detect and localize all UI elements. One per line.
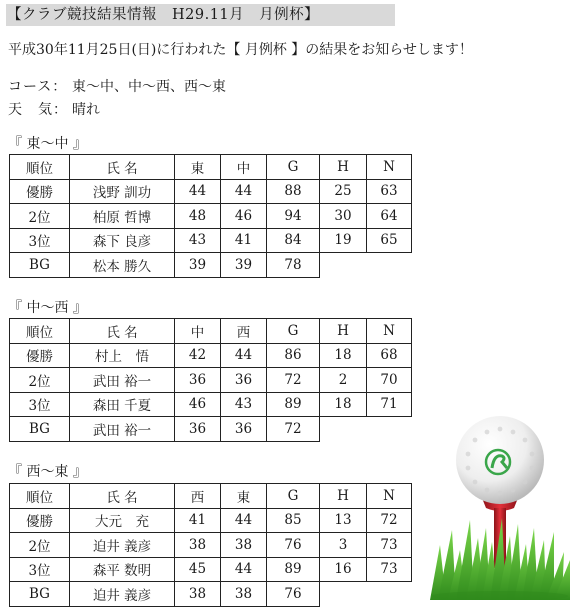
header-cell: 氏 名 bbox=[70, 319, 175, 344]
net-cell: 65 bbox=[367, 228, 412, 253]
gross-cell: 78 bbox=[267, 253, 320, 278]
score-cell: 41 bbox=[175, 508, 221, 533]
header-cell: 順位 bbox=[10, 484, 70, 509]
header-cell: H bbox=[320, 155, 367, 180]
name-cell: 迫井 義彦 bbox=[70, 582, 175, 607]
name-cell: 村上 悟 bbox=[70, 343, 175, 368]
net-cell: 71 bbox=[367, 392, 412, 417]
name-cell: 浅野 訓功 bbox=[70, 179, 175, 204]
score-cell: 38 bbox=[221, 533, 267, 558]
rank-cell: 3位 bbox=[10, 228, 70, 253]
gross-cell: 85 bbox=[267, 508, 320, 533]
name-cell: 迫井 義彦 bbox=[70, 533, 175, 558]
rank-cell: 2位 bbox=[10, 533, 70, 558]
empty-cell bbox=[320, 417, 367, 442]
score-cell: 36 bbox=[175, 368, 221, 393]
handicap-cell: 25 bbox=[320, 179, 367, 204]
table-header-row bbox=[10, 319, 412, 344]
gross-cell: 89 bbox=[267, 557, 320, 582]
net-cell: 63 bbox=[367, 179, 412, 204]
course-info bbox=[8, 78, 226, 96]
results-table-middle-west bbox=[9, 318, 412, 442]
table-row bbox=[10, 508, 412, 533]
handicap-cell: 16 bbox=[320, 557, 367, 582]
empty-cell bbox=[320, 253, 367, 278]
header-cell: 順位 bbox=[10, 155, 70, 180]
page-banner: 【クラブ競技結果情報 H29.11月 月例杯】 bbox=[6, 4, 395, 26]
name-cell: 大元 充 bbox=[70, 508, 175, 533]
table-row-bg bbox=[10, 417, 412, 442]
gross-cell: 72 bbox=[267, 368, 320, 393]
score-cell: 44 bbox=[175, 179, 221, 204]
intro-text: 平成30年11月25日(日)に行われた【 月例杯 】の結果をお知らせします！ bbox=[8, 42, 473, 58]
golf-ball-icon bbox=[430, 410, 570, 600]
name-cell: 柏原 哲博 bbox=[70, 204, 175, 229]
handicap-cell: 30 bbox=[320, 204, 367, 229]
score-cell: 45 bbox=[175, 557, 221, 582]
header-cell: 東 bbox=[221, 484, 267, 509]
header-cell: G bbox=[267, 155, 320, 180]
header-cell: H bbox=[320, 484, 367, 509]
header-cell: G bbox=[267, 484, 320, 509]
weather-label: 天 気： bbox=[8, 102, 68, 118]
header-cell: N bbox=[367, 319, 412, 344]
rank-cell: 3位 bbox=[10, 557, 70, 582]
handicap-cell: 18 bbox=[320, 343, 367, 368]
gross-cell: 76 bbox=[267, 582, 320, 607]
name-cell: 武田 裕一 bbox=[70, 368, 175, 393]
net-cell: 73 bbox=[367, 557, 412, 582]
gross-cell: 86 bbox=[267, 343, 320, 368]
rank-cell: 2位 bbox=[10, 368, 70, 393]
gross-cell: 76 bbox=[267, 533, 320, 558]
gross-cell: 72 bbox=[267, 417, 320, 442]
score-cell: 46 bbox=[221, 204, 267, 229]
table-row bbox=[10, 228, 412, 253]
section-title-middle-west: 『 中～西 』 bbox=[8, 300, 87, 316]
section-title-west-east: 『 西～東 』 bbox=[8, 464, 87, 480]
name-cell: 森田 千夏 bbox=[70, 392, 175, 417]
table-header-row bbox=[10, 484, 412, 509]
handicap-cell: 3 bbox=[320, 533, 367, 558]
net-cell: 68 bbox=[367, 343, 412, 368]
rank-cell: 優勝 bbox=[10, 508, 70, 533]
rank-cell: 3位 bbox=[10, 392, 70, 417]
table-row bbox=[10, 392, 412, 417]
header-cell: 中 bbox=[221, 155, 267, 180]
header-cell: 中 bbox=[175, 319, 221, 344]
table-row bbox=[10, 343, 412, 368]
score-cell: 39 bbox=[221, 253, 267, 278]
score-cell: 38 bbox=[221, 582, 267, 607]
rank-cell: 優勝 bbox=[10, 179, 70, 204]
header-cell: N bbox=[367, 484, 412, 509]
empty-cell bbox=[367, 417, 412, 442]
results-table-west-east bbox=[9, 483, 412, 607]
score-cell: 44 bbox=[221, 179, 267, 204]
weather-info bbox=[8, 101, 100, 119]
table-row-bg bbox=[10, 253, 412, 278]
name-cell: 武田 裕一 bbox=[70, 417, 175, 442]
table-row bbox=[10, 533, 412, 558]
net-cell: 64 bbox=[367, 204, 412, 229]
header-cell: H bbox=[320, 319, 367, 344]
score-cell: 39 bbox=[175, 253, 221, 278]
table-row bbox=[10, 557, 412, 582]
score-cell: 42 bbox=[175, 343, 221, 368]
rank-cell: BG bbox=[10, 582, 70, 607]
gross-cell: 84 bbox=[267, 228, 320, 253]
empty-cell bbox=[367, 253, 412, 278]
name-cell: 森下 良彦 bbox=[70, 228, 175, 253]
table-row-bg bbox=[10, 582, 412, 607]
score-cell: 43 bbox=[175, 228, 221, 253]
table-row bbox=[10, 368, 412, 393]
gross-cell: 89 bbox=[267, 392, 320, 417]
score-cell: 38 bbox=[175, 582, 221, 607]
score-cell: 38 bbox=[175, 533, 221, 558]
header-cell: 氏 名 bbox=[70, 155, 175, 180]
rank-cell: BG bbox=[10, 253, 70, 278]
handicap-cell: 13 bbox=[320, 508, 367, 533]
table-row bbox=[10, 179, 412, 204]
table-row bbox=[10, 204, 412, 229]
net-cell: 73 bbox=[367, 533, 412, 558]
empty-cell bbox=[320, 582, 367, 607]
score-cell: 36 bbox=[221, 368, 267, 393]
score-cell: 43 bbox=[221, 392, 267, 417]
course-value: 東～中、中～西、西～東 bbox=[72, 79, 226, 95]
header-cell: G bbox=[267, 319, 320, 344]
net-cell: 70 bbox=[367, 368, 412, 393]
golf-ball-illustration bbox=[430, 410, 570, 600]
header-cell: 西 bbox=[221, 319, 267, 344]
table-header-row bbox=[10, 155, 412, 180]
score-cell: 44 bbox=[221, 557, 267, 582]
gross-cell: 88 bbox=[267, 179, 320, 204]
score-cell: 44 bbox=[221, 343, 267, 368]
rank-cell: BG bbox=[10, 417, 70, 442]
name-cell: 森平 数明 bbox=[70, 557, 175, 582]
gross-cell: 94 bbox=[267, 204, 320, 229]
header-cell: 西 bbox=[175, 484, 221, 509]
score-cell: 36 bbox=[175, 417, 221, 442]
score-cell: 48 bbox=[175, 204, 221, 229]
empty-cell bbox=[367, 582, 412, 607]
results-table-east-middle bbox=[9, 154, 412, 278]
score-cell: 41 bbox=[221, 228, 267, 253]
score-cell: 46 bbox=[175, 392, 221, 417]
handicap-cell: 19 bbox=[320, 228, 367, 253]
header-cell: 順位 bbox=[10, 319, 70, 344]
header-cell: 東 bbox=[175, 155, 221, 180]
handicap-cell: 2 bbox=[320, 368, 367, 393]
section-title-east-middle: 『 東～中 』 bbox=[8, 136, 87, 152]
score-cell: 44 bbox=[221, 508, 267, 533]
handicap-cell: 18 bbox=[320, 392, 367, 417]
name-cell: 松本 勝久 bbox=[70, 253, 175, 278]
course-label: コース： bbox=[8, 79, 68, 95]
weather-value: 晴れ bbox=[72, 102, 100, 118]
net-cell: 72 bbox=[367, 508, 412, 533]
header-cell: 氏 名 bbox=[70, 484, 175, 509]
rank-cell: 優勝 bbox=[10, 343, 70, 368]
rank-cell: 2位 bbox=[10, 204, 70, 229]
header-cell: N bbox=[367, 155, 412, 180]
score-cell: 36 bbox=[221, 417, 267, 442]
